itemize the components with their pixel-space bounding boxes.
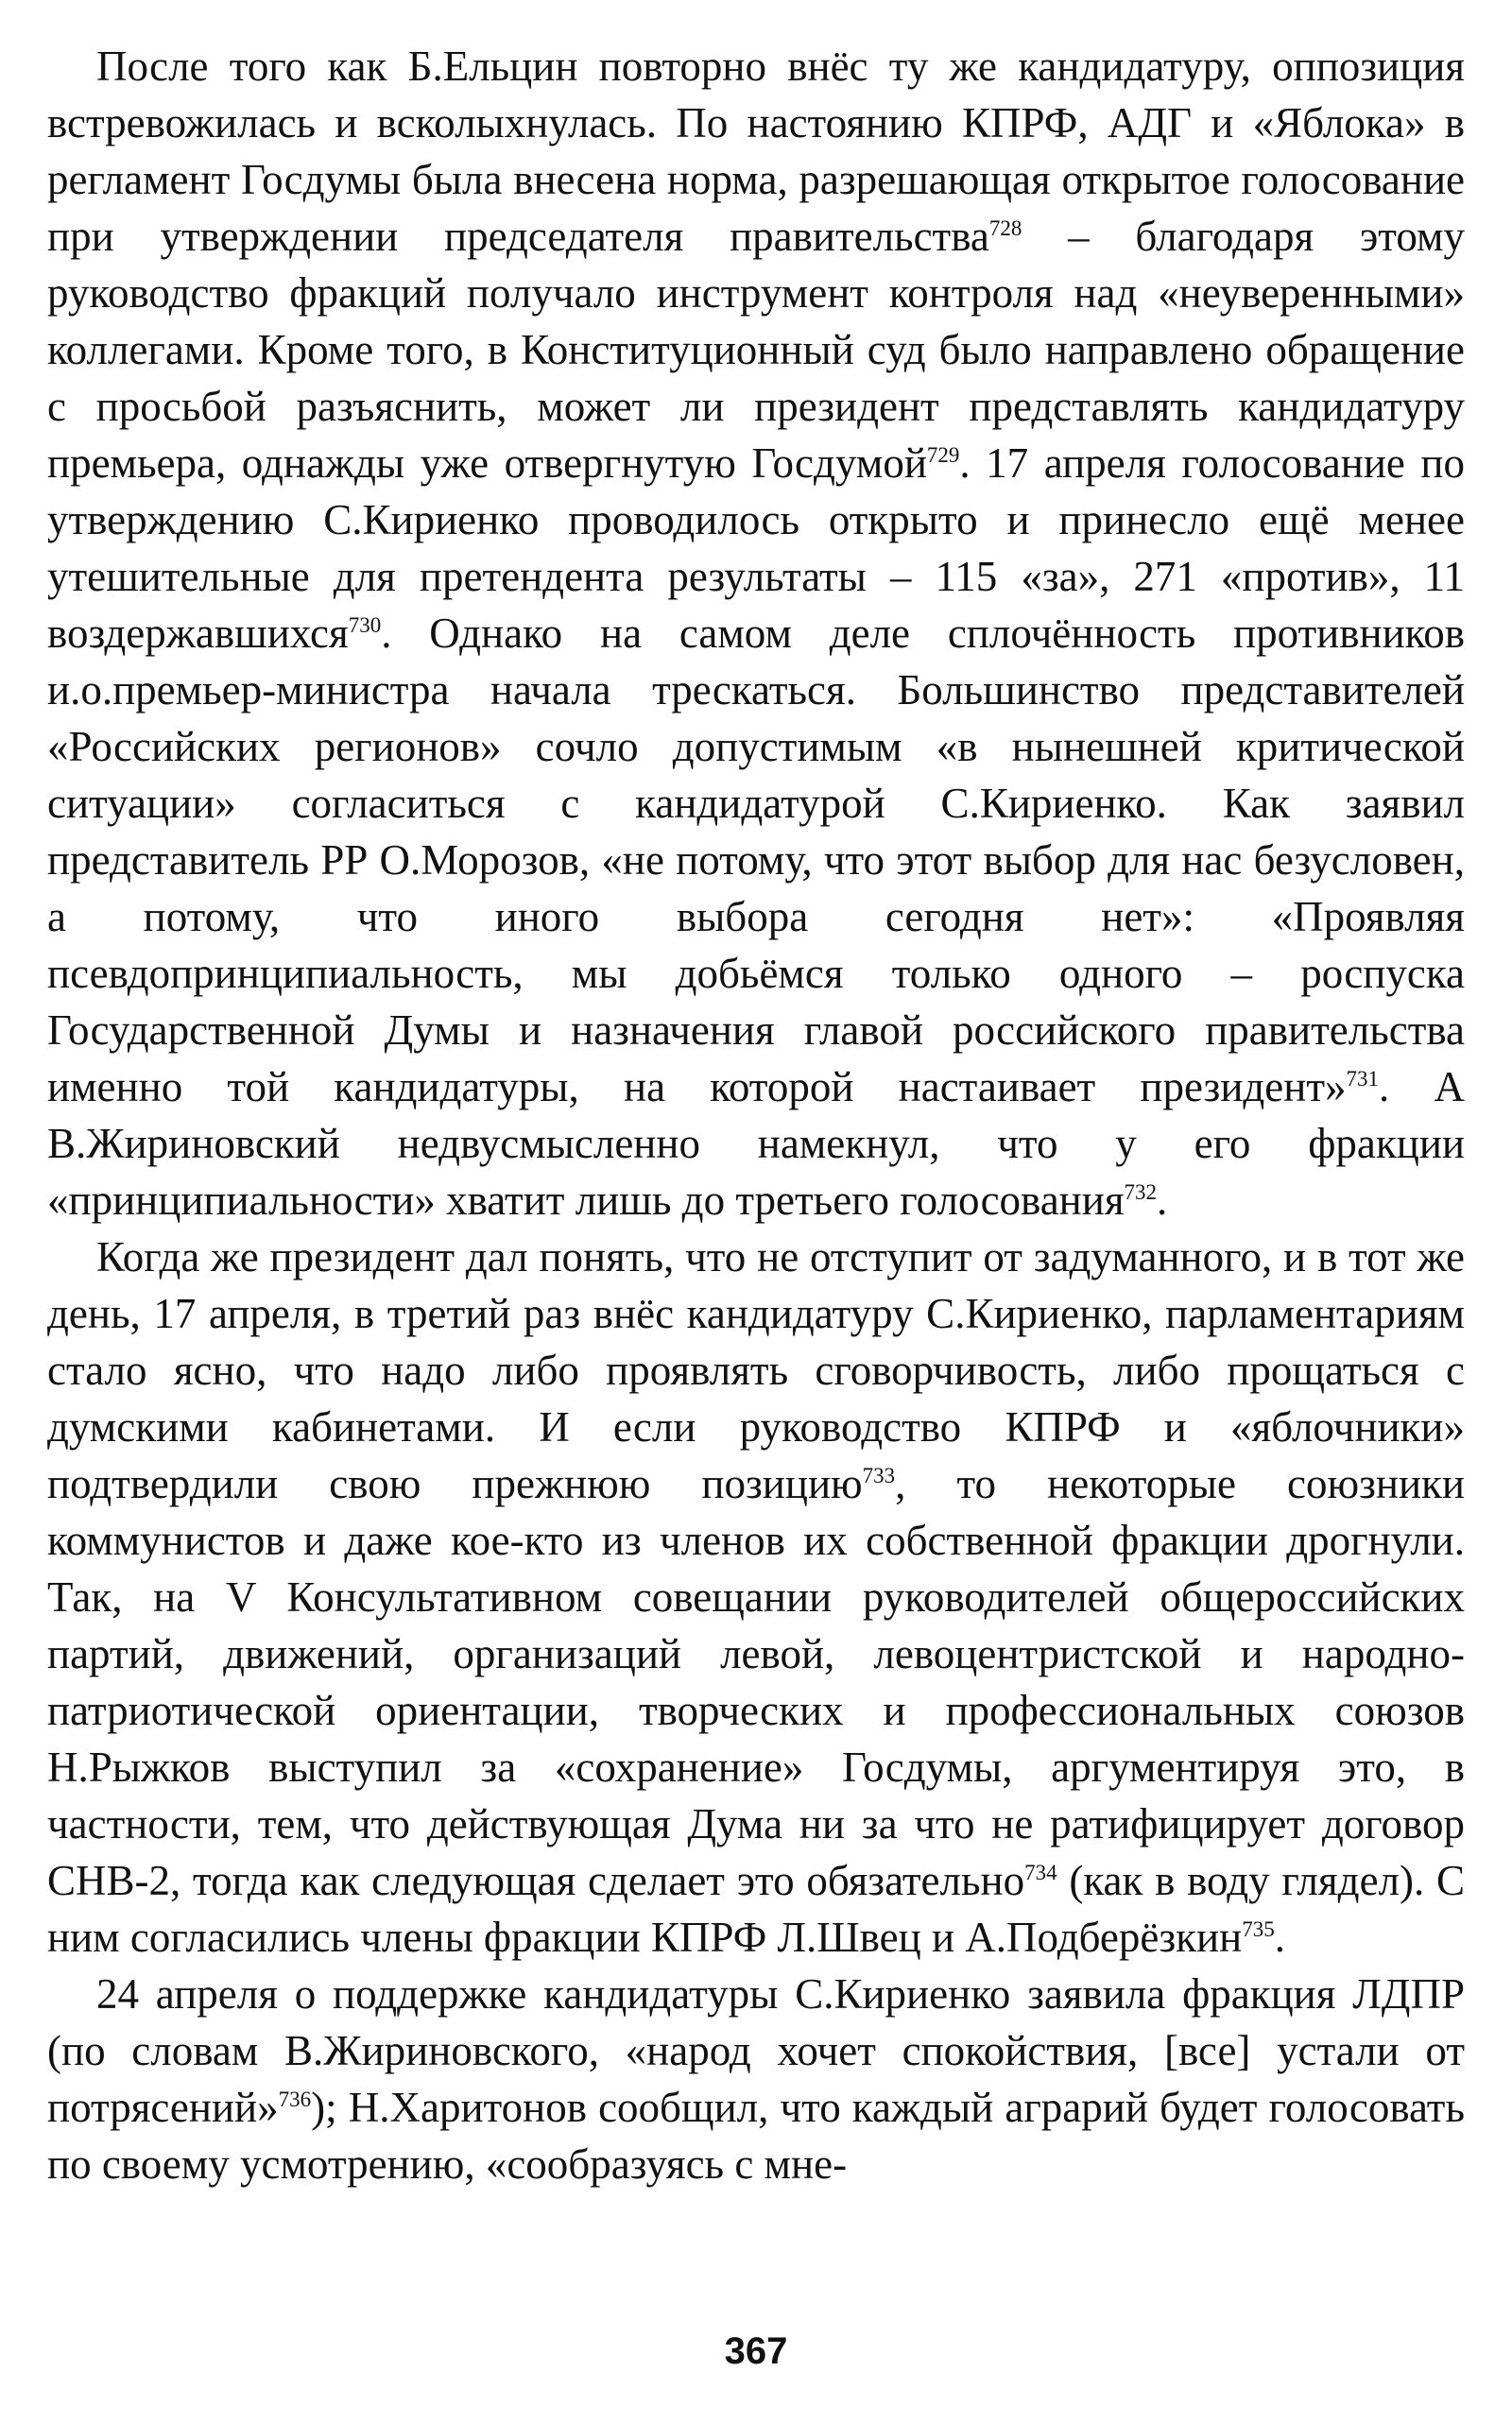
footnote-ref-729: 729 bbox=[926, 443, 960, 467]
footnote-ref-735: 735 bbox=[1242, 1917, 1275, 1941]
footnote-ref-730: 730 bbox=[348, 613, 382, 637]
text-run: ); Н.Харитонов сообщил, что каждый аграрий будет голосовать по своему усмотрению, «сообразуясь с мне- bbox=[47, 2084, 1465, 2188]
page-number: 367 bbox=[724, 2330, 788, 2372]
text-run: . А В.Жириновский недвусмысленно намекнул, что у его фракции «принципиальности» хватит лишь до третьего голосования bbox=[47, 1063, 1465, 1224]
text-run: . Однако на самом деле сплочённость противников и.о.премьер-министра начала трескаться. Большинство представителей «Российских регионов» сочло допустимым «в нынешней критической ситуации» согласиться с кандидатурой С.Кириенко. Как заявил представитель РР О.Морозов, «не потому, что этот выбор для нас безусловен, а потому, что иного выбора сегодня нет»: «Проявляя псевдопринципиальность, мы добьёмся только одного – роспуска Государственной Думы и назначения главой российского правительства именно той кандидатуры, на которой настаивает президент» bbox=[47, 610, 1465, 1110]
text-run: 24 апреля о поддержке кандидатуры С.Кириенко заявила фракция ЛДПР (по словам В.Жириновского, «народ хочет спокойствия, [все] устали от потрясений» bbox=[47, 1970, 1465, 2131]
footnote-ref-728: 728 bbox=[988, 216, 1022, 240]
paragraph-1 bbox=[47, 38, 1465, 1229]
paragraph-3 bbox=[47, 1966, 1465, 2192]
text-run: (как в воду глядел). С ним согласились члены фракции КПРФ Л.Швец и А.Подберёзкин bbox=[47, 1857, 1465, 1961]
text-run: . 17 апреля голосование по утверждению С.Кириенко проводилось открыто и принесло ещё менее утешительные для претендента результаты – 115 «за», 271 «против», 11 воздержавшихся bbox=[47, 439, 1466, 657]
footnote-ref-733: 733 bbox=[862, 1464, 896, 1487]
footnote-ref-736: 736 bbox=[278, 2088, 312, 2111]
page-body bbox=[47, 38, 1465, 2192]
footnote-ref-734: 734 bbox=[1024, 1861, 1057, 1884]
footnote-ref-732: 732 bbox=[1124, 1180, 1158, 1204]
paragraph-2 bbox=[47, 1229, 1465, 1966]
text-run: , то некоторые союзники коммунистов и даже кое-кто из членов их собственной фракции дрогнули. Так, на V Консультативном совещании руководителей общероссийских партий, движений, организаций левой, левоцентристской и народно-патриотической ориентации, творческих и профессиональных союзов Н.Рыжков выступил за «сохранение» Госдумы, аргументируя это, в частности, тем, что действующая Дума ни за что не ратифицирует договор СНВ-2, тогда как следующая сделает это обязательно bbox=[47, 1460, 1465, 1904]
text-run: – благодаря этому руководство фракций получало инструмент контроля над «неуверенными» коллегами. Кроме того, в Конституционный суд было направлено обращение с просьбой разъяснить, может ли президент представлять кандидатуру премьера, однажды уже отвергнутую Госдумой bbox=[47, 213, 1465, 487]
text-run: Когда же президент дал понять, что не отступит от задуманного, и в тот же день, 17 апреля, в третий раз внёс кандидатуру С.Кириенко, парламентариям стало ясно, что надо либо проявлять сговорчивость, либо прощаться с думскими кабинетами. И если руководство КПРФ и «яблочники» подтвердили свою прежнюю позицию bbox=[47, 1233, 1465, 1507]
text-run: . bbox=[1157, 1177, 1168, 1224]
text-run: После того как Б.Ельцин повторно внёс ту же кандидатуру, оппозиция встревожилась и всколыхнулась. По настоянию КПРФ, АДГ и «Яблока» в регламент Госдумы была внесена норма, разрешающая открытое голосование при утверждении председателя правительства bbox=[47, 43, 1465, 260]
text-run: . bbox=[1274, 1914, 1285, 1961]
footnote-ref-731: 731 bbox=[1346, 1067, 1380, 1091]
